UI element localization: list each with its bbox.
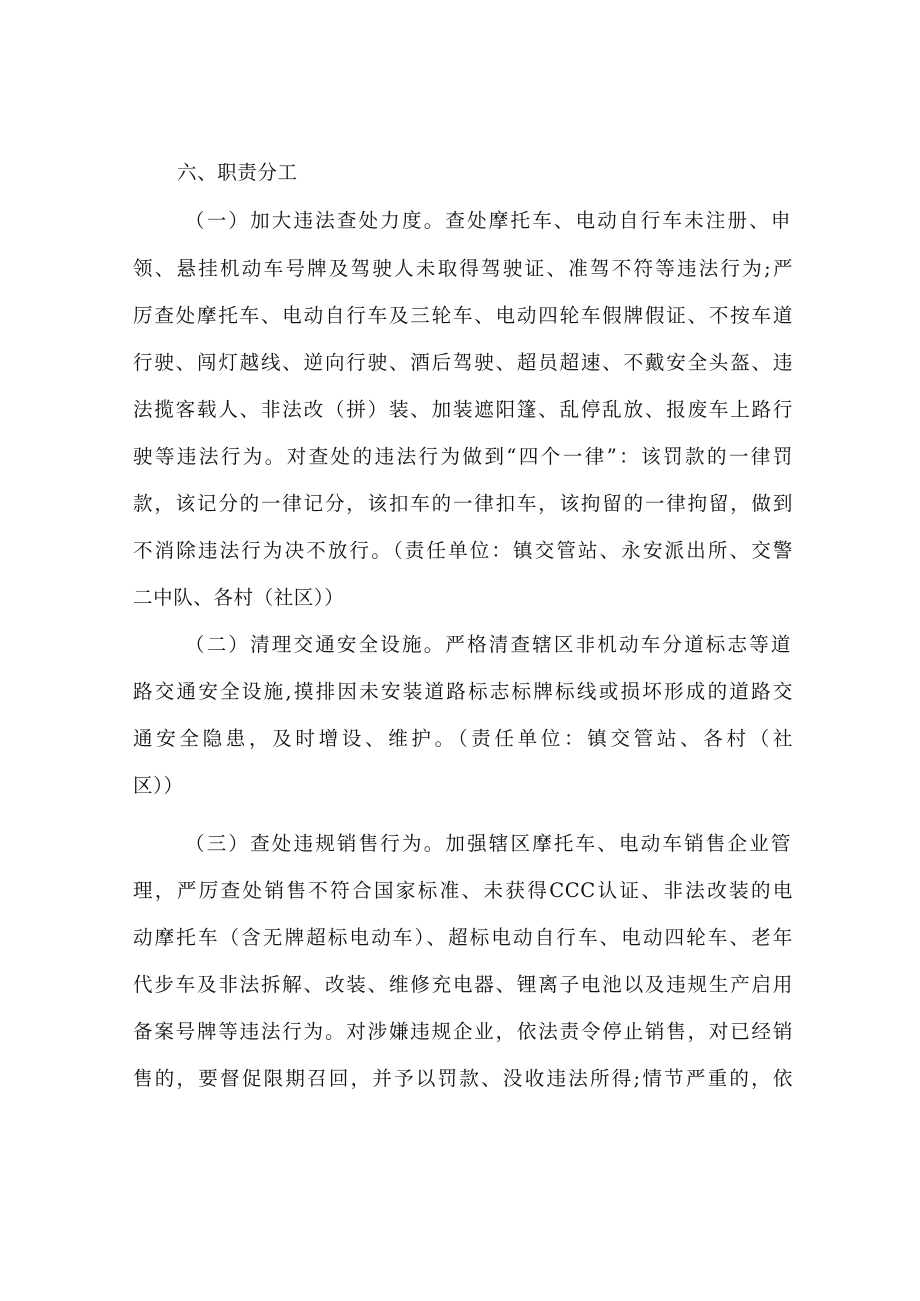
paragraph-1-line-2: 领、悬挂机动车号牌及驾驶人未取得驾驶证、准驾不符等违法行为;严 [133,257,793,280]
section-heading: 六、职责分工 [177,161,298,184]
paragraph-2-line-4: 区）） [133,774,184,797]
paragraph-3-line-2: 理，严厉查处销售不符合国家标准、未获得CCC认证、非法改装的电 [133,879,793,902]
paragraph-1-line-3: 厉查处摩托车、电动自行车及三轮车、电动四轮车假牌假证、不按车道 [133,304,793,327]
paragraph-2-line-2: 路交通安全设施,摸排因未安装道路标志标牌标线或损坏形成的道路交 [133,680,793,703]
paragraph-1-line-9: 二中队、各村（社区）） [133,586,345,609]
paragraph-1-line-1: （一）加大违法查处力度。查处摩托车、电动自行车未注册、申 [185,209,791,232]
paragraph-2-line-3: 通安全隐患，及时增设、维护。（责任单位：镇交管站、各村（社 [133,727,793,750]
paragraph-1-line-4: 行驶、闯灯越线、逆向行驶、酒后驾驶、超员超速、不戴安全头盔、违 [133,351,793,374]
paragraph-3-line-1: （三）查处违规销售行为。加强辖区摩托车、电动车销售企业管 [185,832,791,855]
paragraph-3-line-6: 售的，要督促限期召回，并予以罚款、没收违法所得;情节严重的，依 [133,1067,793,1090]
paragraph-1-line-5: 法揽客载人、非法改（拼）装、加装遮阳篷、乱停乱放、报废车上路行 [133,398,793,421]
paragraph-3-line-3: 动摩托车（含无牌超标电动车）、超标电动自行车、电动四轮车、老年 [133,926,793,949]
paragraph-1-line-6: 驶等违法行为。对查处的违法行为做到“四个一律”：该罚款的一律罚 [133,445,793,468]
paragraph-3-line-4: 代步车及非法拆解、改装、维修充电器、锂离子电池以及违规生产启用 [133,973,793,996]
paragraph-1-line-7: 款，该记分的一律记分，该扣车的一律扣车，该拘留的一律拘留，做到 [133,492,793,515]
paragraph-3-line-5: 备案号牌等违法行为。对涉嫌违规企业，依法责令停止销售，对已经销 [133,1020,793,1043]
paragraph-1-line-8: 不消除违法行为决不放行。（责任单位：镇交管站、永安派出所、交警 [133,539,793,562]
paragraph-2-line-1: （二）清理交通安全设施。严格清查辖区非机动车分道标志等道 [185,633,791,656]
